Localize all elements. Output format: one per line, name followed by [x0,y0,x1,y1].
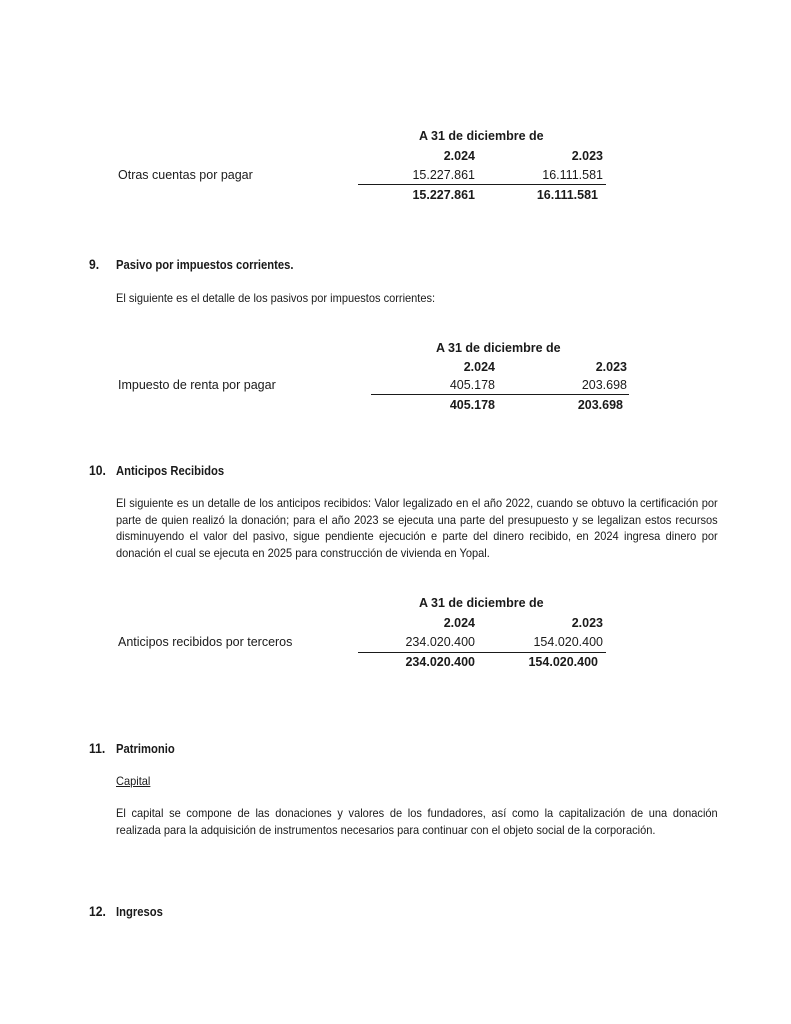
year-header-2023: 2.023 [571,149,603,163]
row-value-2023: 154.020.400 [533,635,603,649]
section-9-intro: El siguiente es el detalle de los pasivos por impuestos corrientes: [116,291,436,305]
section-title: Anticipos Recibidos [116,464,225,478]
section-11-heading [89,741,175,756]
period-header: A 31 de diciembre de [436,341,561,355]
period-header: A 31 de diciembre de [419,596,544,610]
section-number: 10. [89,463,106,478]
year-header-2023: 2.023 [595,360,627,374]
section-9-heading [89,257,294,272]
row-value-2023: 203.698 [581,378,627,392]
total-2023: 203.698 [577,398,623,412]
row-value-2024: 405.178 [449,378,495,392]
row-label: Impuesto de renta por pagar [118,378,276,392]
section-title: Ingresos [116,905,163,919]
section-10-paragraph: El siguiente es un detalle de los anticipos recibidos: Valor legalizado en el año 2022, cuando se obtuvo la certificación por parte de quien realizó la donación; para el año 2023 se ejecuta una parte del presupuesto y se legalizan estos recursos disminuyendo el valor del pasivo, sigue pendiente ejecución e parte del dinero recibido, en 2024 ingresa dinero por donación el cual se ejecuta en 2025 para construcción de vivienda en Yopal. [116,496,718,561]
period-header: A 31 de diciembre de [419,129,544,143]
total-rule [358,652,606,653]
total-rule [358,184,606,185]
year-header-2023: 2.023 [571,616,603,630]
row-label: Anticipos recibidos por terceros [118,635,293,649]
row-label: Otras cuentas por pagar [118,168,253,182]
section-number: 9. [89,257,100,272]
total-rule [371,394,629,395]
capital-subheading: Capital [116,774,151,788]
section-title: Pasivo por impuestos corrientes. [116,258,294,272]
section-11-paragraph: El capital se compone de las donaciones y valores de los fundadores, así como la capitalización de una donación realizada para la adquisición de instrumentos necesarios para continuar con el objeto social de la corporación. [116,806,718,837]
total-2024: 234.020.400 [405,655,475,669]
row-value-2024: 234.020.400 [405,635,475,649]
year-header-2024: 2.024 [463,360,495,374]
year-header-2024: 2.024 [443,616,475,630]
section-10-heading [89,463,224,478]
section-title: Patrimonio [116,742,175,756]
section-number: 12. [89,904,106,919]
total-2023: 154.020.400 [528,655,598,669]
section-12-heading [89,904,163,919]
total-2024: 405.178 [449,398,495,412]
row-value-2023: 16.111.581 [542,168,603,182]
row-value-2024: 15.227.861 [412,168,475,182]
section-number: 11. [89,741,106,756]
year-header-2024: 2.024 [443,149,475,163]
total-2024: 15.227.861 [412,188,475,202]
total-2023: 16.111.581 [536,188,598,202]
